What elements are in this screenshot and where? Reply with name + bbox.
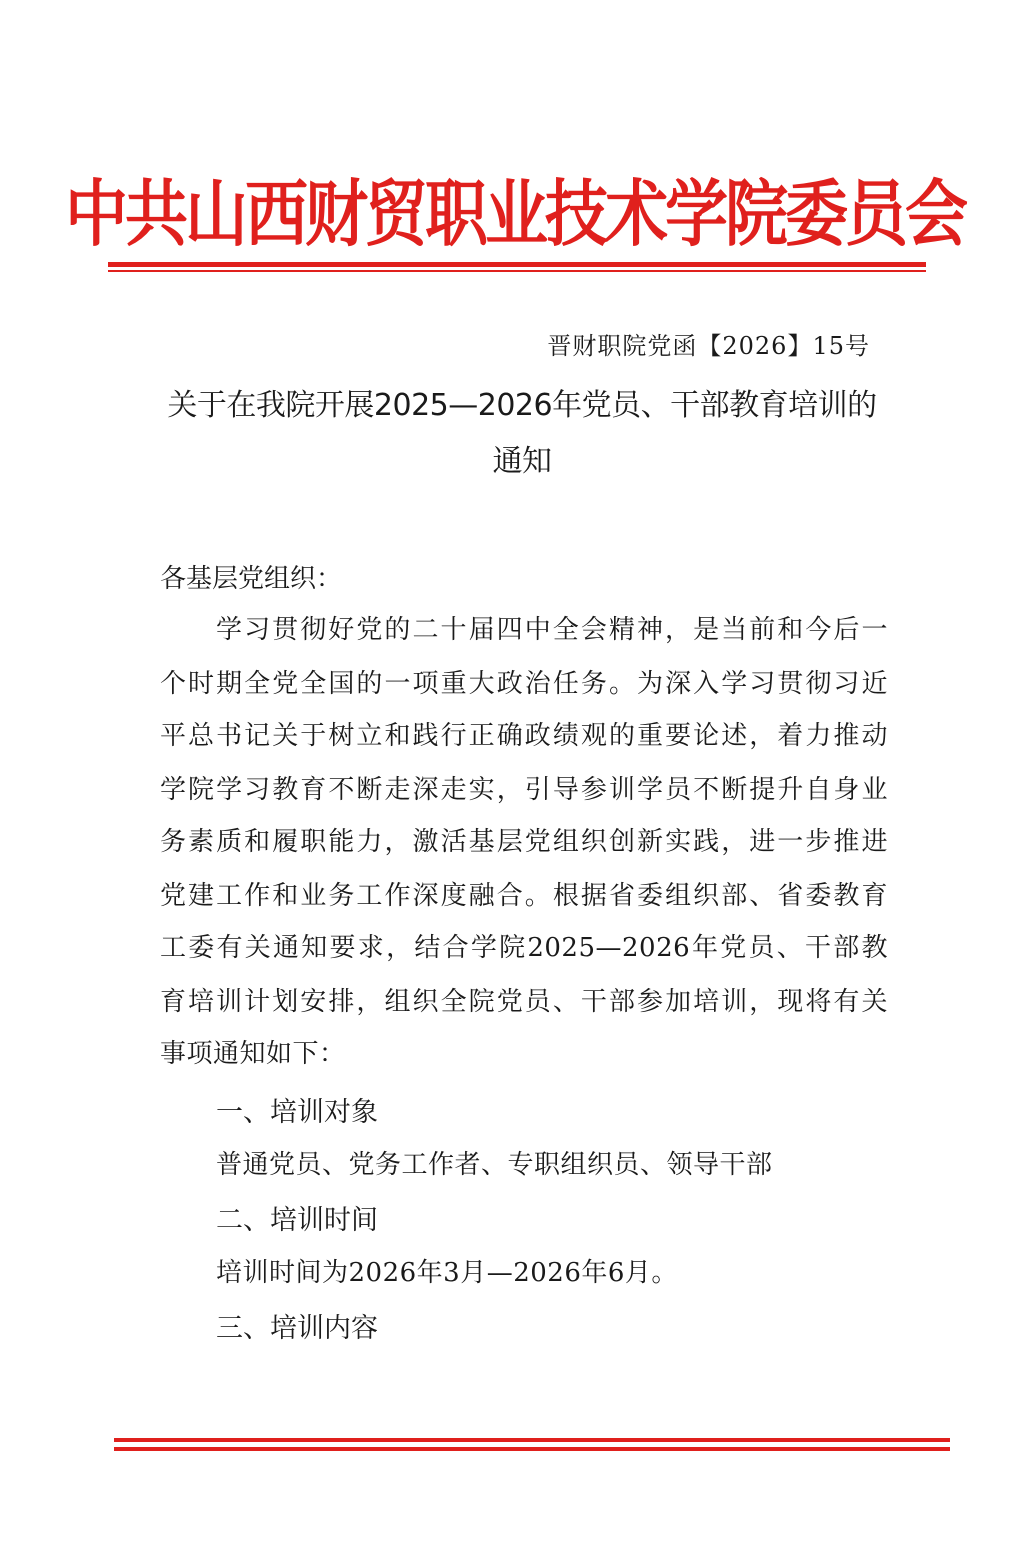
body-paragraph-line: 个时期全党全国的一项重大政治任务。为深入学习贯彻习近 xyxy=(160,669,888,699)
section-content-targets: 普通党员、党务工作者、专职组织员、领导干部 xyxy=(216,1150,773,1180)
body-paragraph-line: 工委有关通知要求，结合学院2025—2026年党员、干部教 xyxy=(160,933,888,963)
header-rule-thin xyxy=(108,270,926,272)
footer-rule-thin xyxy=(114,1447,950,1451)
footer-rule-thick xyxy=(114,1438,950,1442)
document-number: 晋财职院党函【2026】15号 xyxy=(547,332,870,360)
body-paragraph-line: 平总书记关于树立和践行正确政绩观的重要论述，着力推动 xyxy=(160,721,888,751)
body-paragraph-line: 事项通知如下： xyxy=(160,1039,346,1069)
organization-header: 中共山西财贸职业技术学院委员会 xyxy=(65,171,965,256)
section-content-time: 培训时间为2026年3月—2026年6月。 xyxy=(216,1258,678,1288)
body-paragraph-line: 党建工作和业务工作深度融合。根据省委组织部、省委教育 xyxy=(160,881,888,911)
document-title-line-2: 通知 xyxy=(492,444,552,479)
header-rule-thick xyxy=(108,262,926,267)
body-paragraph-line: 学院学习教育不断走深走实，引导参训学员不断提升自身业 xyxy=(160,775,888,805)
section-heading-content: 三、培训内容 xyxy=(216,1313,378,1344)
body-paragraph-line: 务素质和履职能力，激活基层党组织创新实践，进一步推进 xyxy=(160,827,888,857)
salutation: 各基层党组织： xyxy=(160,564,343,594)
body-paragraph-line: 学习贯彻好党的二十届四中全会精神，是当前和今后一 xyxy=(216,615,888,645)
body-paragraph-line: 育培训计划安排，组织全院党员、干部参加培训，现将有关 xyxy=(160,987,888,1017)
section-heading-targets: 一、培训对象 xyxy=(216,1097,378,1128)
document-title-line-1: 关于在我院开展2025—2026年党员、干部教育培训的 xyxy=(167,388,877,423)
section-heading-time: 二、培训时间 xyxy=(216,1205,378,1236)
